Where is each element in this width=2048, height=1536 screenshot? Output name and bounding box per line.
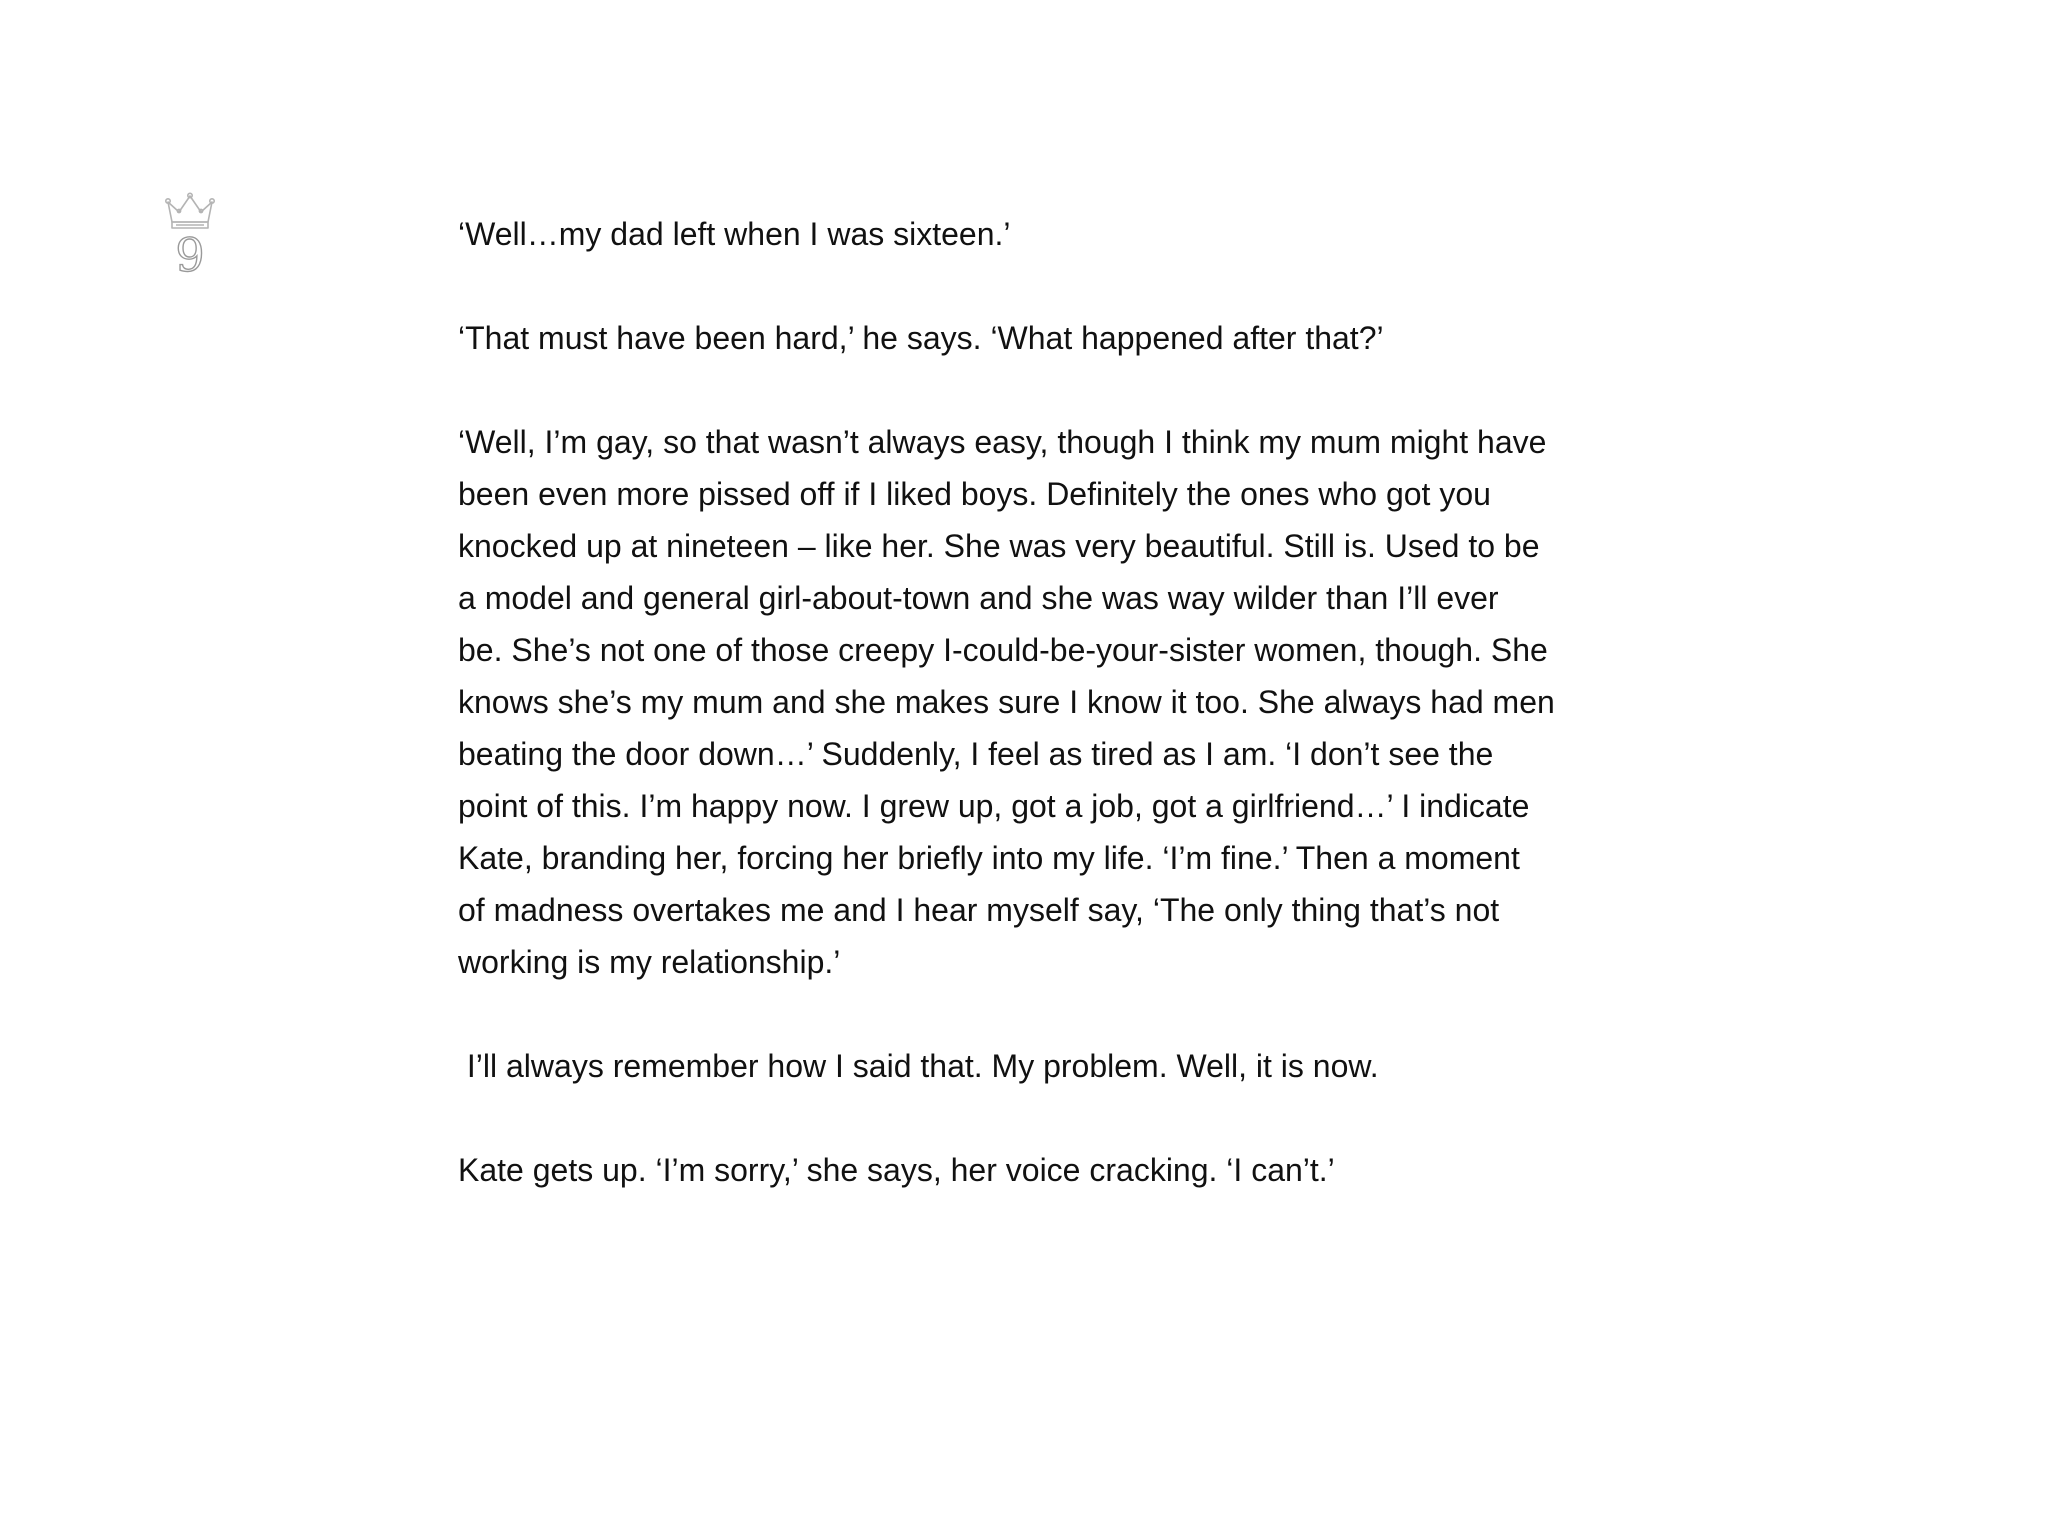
text-line: I’ll always remember how I said that. My problem. Well, it is now. [458,1048,1379,1084]
text-line: working is my relationship.’ [458,944,841,980]
text-line: knows she’s my mum and she makes sure I know it too. She always had men [458,684,1555,720]
text-line: knocked up at nineteen – like her. She was very beautiful. Still is. Used to be [458,528,1540,564]
text-line: ‘Well…my dad left when I was sixteen.’ [458,216,1011,252]
text-line: ‘That must have been hard,’ he says. ‘What happened after that?’ [458,320,1384,356]
text-line: Kate gets up. ‘I’m sorry,’ she says, her voice cracking. ‘I can’t.’ [458,1152,1335,1188]
paragraph [458,1040,1608,1092]
page-marker [160,192,220,282]
text-line: Kate, branding her, forcing her briefly into my life. ‘I’m fine.’ Then a moment [458,840,1520,876]
text-line: beating the door down…’ Suddenly, I feel as tired as I am. ‘I don’t see the [458,736,1494,772]
text-line: be. She’s not one of those creepy I-could-be-your-sister women, though. She [458,632,1548,668]
paragraph [458,416,1608,988]
page-number: 9 [175,228,205,282]
text-body [458,208,1608,1248]
paragraph [458,1144,1608,1196]
text-line: a model and general girl-about-town and she was way wilder than I’ll ever [458,580,1499,616]
paragraph [458,208,1608,260]
text-line: of madness overtakes me and I hear myself say, ‘The only thing that’s not [458,892,1500,928]
text-line: point of this. I’m happy now. I grew up, got a job, got a girlfriend…’ I indicate [458,788,1530,824]
paragraph [458,312,1608,364]
text-line: been even more pissed off if I liked boys. Definitely the ones who got you [458,476,1491,512]
text-line: ‘Well, I’m gay, so that wasn’t always easy, though I think my mum might have [458,424,1547,460]
